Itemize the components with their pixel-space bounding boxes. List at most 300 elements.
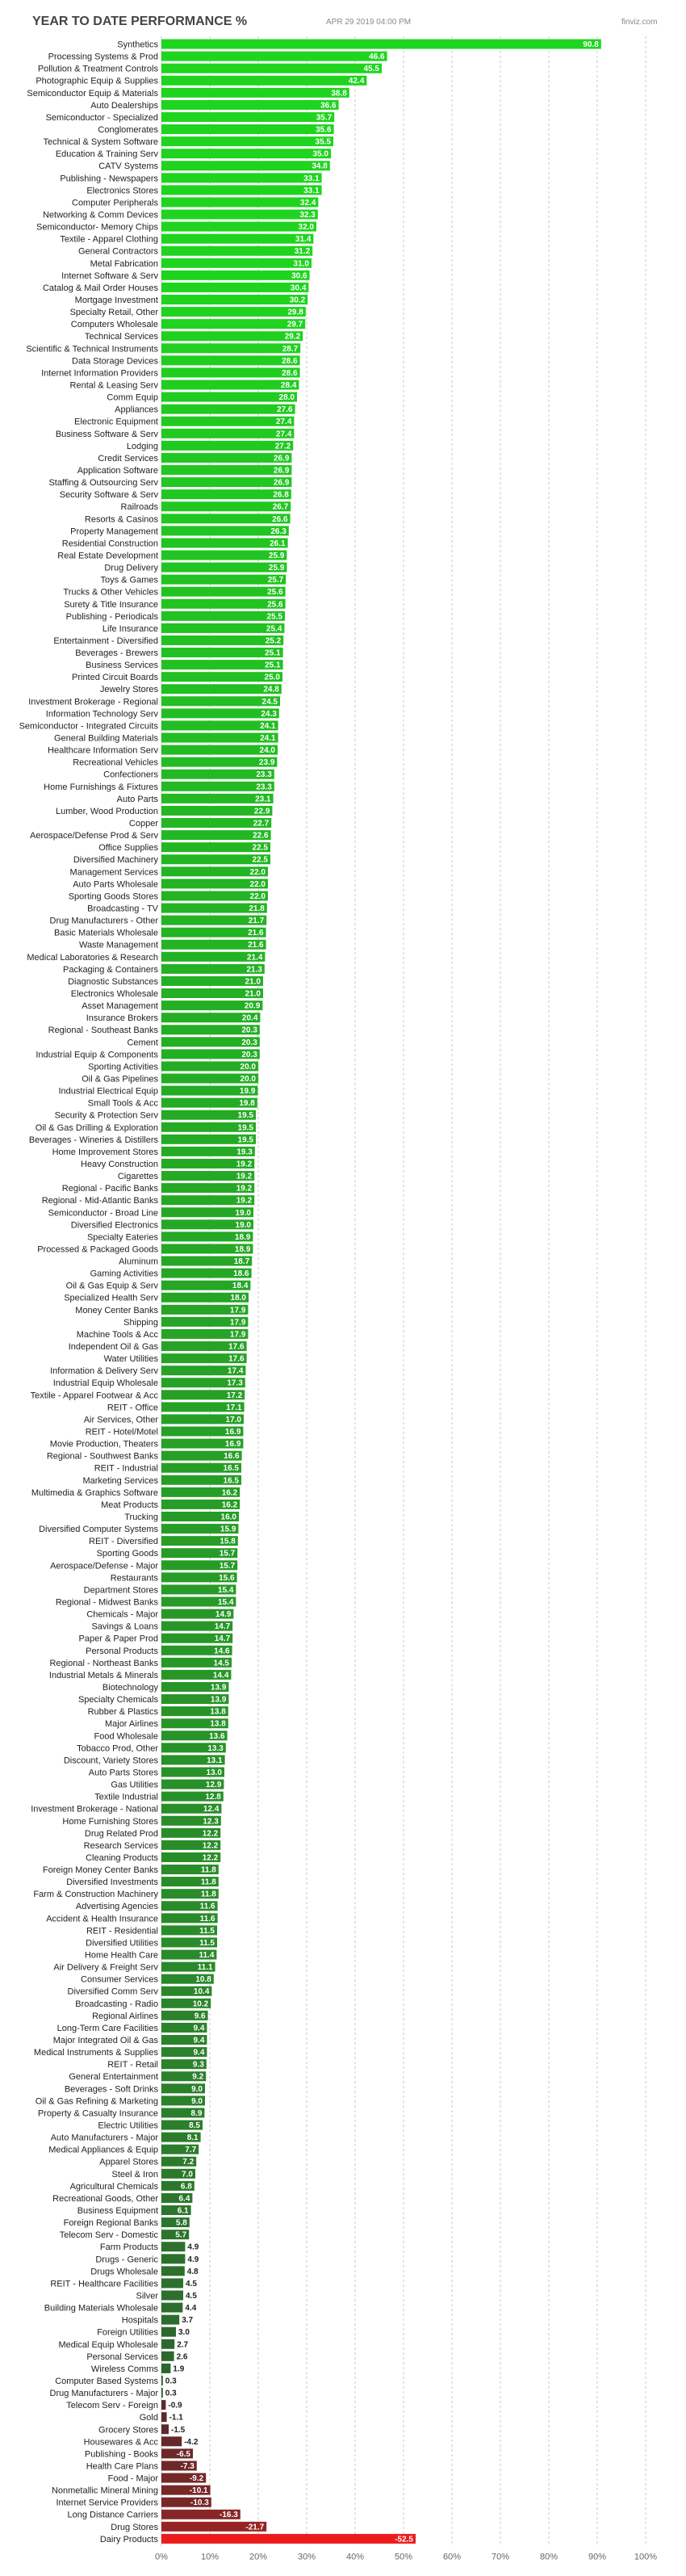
bar <box>161 246 312 256</box>
category-label: Gas Utilities <box>111 1780 158 1790</box>
value-label: 24.3 <box>261 709 277 719</box>
bar <box>161 161 330 170</box>
value-label: 15.9 <box>220 1525 236 1534</box>
value-label: 26.3 <box>270 527 287 536</box>
category-label: Internet Software & Serv <box>61 271 158 281</box>
value-label: 20.4 <box>241 1013 258 1023</box>
value-label: 42.4 <box>348 77 365 86</box>
value-label: 19.2 <box>236 1196 253 1206</box>
value-label: -1.5 <box>171 2425 186 2435</box>
value-label: 14.5 <box>213 1659 229 1668</box>
value-label: 14.7 <box>214 1634 231 1644</box>
value-label: 10.4 <box>193 1987 210 1997</box>
bar <box>161 392 297 402</box>
category-label: Foreign Utilities <box>97 2327 158 2338</box>
value-label: 16.9 <box>224 1440 241 1450</box>
category-label: Chemicals - Major <box>86 1609 158 1620</box>
bar <box>161 295 307 304</box>
category-label: Semiconductor - Integrated Circuits <box>19 721 158 732</box>
value-label: 27.2 <box>274 442 291 451</box>
category-label: Telecom Serv - Foreign <box>66 2401 158 2411</box>
value-label: 0.3 <box>165 2389 177 2398</box>
value-label: -4.2 <box>184 2437 199 2447</box>
category-label: Mortgage Investment <box>74 296 158 306</box>
category-label: General Contractors <box>77 246 158 257</box>
value-label: 11.8 <box>200 1877 216 1887</box>
bar-layer <box>161 40 601 2544</box>
value-label: 20.9 <box>244 1001 261 1011</box>
category-label: Sporting Goods <box>96 1549 158 1559</box>
bar <box>161 429 294 438</box>
bar <box>161 2290 183 2300</box>
value-label: 32.4 <box>299 198 316 208</box>
bar <box>161 40 601 49</box>
value-label: -7.3 <box>180 2461 195 2471</box>
value-label: 17.9 <box>229 1330 246 1340</box>
category-label: Aluminum <box>119 1257 158 1267</box>
value-label: 24.8 <box>263 685 279 694</box>
value-label: 11.5 <box>199 1926 215 1936</box>
category-label: Semiconductor Equip & Materials <box>27 88 158 99</box>
category-label: Investment Brokerage - Regional <box>28 697 158 707</box>
value-label: 16.2 <box>221 1488 238 1498</box>
category-label: REIT - Residential <box>86 1926 158 1936</box>
value-label: 19.0 <box>235 1208 251 1218</box>
value-label: 22.6 <box>253 831 269 841</box>
category-label: Regional - Southwest Banks <box>46 1451 158 1462</box>
category-label: Entertainment - Diversified <box>53 636 158 646</box>
value-label: 12.9 <box>205 1781 222 1790</box>
category-label: Accident & Health Insurance <box>46 1914 158 1924</box>
category-label: Machine Tools & Acc <box>76 1329 158 1340</box>
category-label: Food - Major <box>107 2473 158 2484</box>
value-label: 15.4 <box>217 1597 234 1607</box>
value-label: 16.6 <box>224 1452 240 1462</box>
category-label: Auto Dealerships <box>90 100 158 111</box>
bar <box>161 2327 176 2337</box>
value-label: 3.0 <box>178 2328 190 2338</box>
category-label: Data Storage Devices <box>72 356 158 367</box>
category-label: Regional - Northeast Banks <box>49 1658 158 1668</box>
category-label: Broadcasting - TV <box>87 904 158 914</box>
category-label: Farm & Construction Machinery <box>33 1890 158 1900</box>
category-label: Publishing - Newspapers <box>60 174 158 184</box>
value-label: 31.2 <box>294 247 311 257</box>
category-label: Internet Information Providers <box>41 368 158 379</box>
value-label: 29.8 <box>287 308 303 317</box>
value-label: 19.2 <box>236 1160 253 1169</box>
category-label: Specialty Chemicals <box>77 1695 158 1705</box>
category-label: Agricultural Chemicals <box>69 2181 158 2192</box>
value-label: -10.1 <box>189 2486 208 2496</box>
x-tick-label: 70% <box>491 2552 510 2562</box>
value-label: 8.9 <box>190 2108 203 2118</box>
bar <box>161 2242 185 2251</box>
value-label: 4.5 <box>186 2291 197 2301</box>
value-label: 24.0 <box>259 746 275 756</box>
category-label: Silver <box>136 2291 158 2301</box>
value-label: 11.8 <box>200 1865 216 1875</box>
value-label: 21.0 <box>245 989 261 999</box>
category-label: Asset Management <box>82 1001 158 1012</box>
value-label: 27.4 <box>275 430 292 439</box>
value-label: 9.0 <box>191 2096 203 2106</box>
category-label: Regional Airlines <box>92 2011 158 2021</box>
category-label: Restaurants <box>110 1573 158 1584</box>
value-label: 13.6 <box>209 1731 225 1741</box>
category-label: Food Wholesale <box>94 1731 158 1742</box>
category-label: Foreign Regional Banks <box>63 2218 158 2229</box>
value-label: 29.7 <box>287 320 303 329</box>
bar <box>161 2412 167 2422</box>
value-label: 26.9 <box>273 454 290 464</box>
label-layer <box>19 40 600 2545</box>
value-label: 28.0 <box>278 393 295 403</box>
bar <box>161 441 293 451</box>
value-label: 14.7 <box>214 1622 231 1632</box>
value-label: 24.5 <box>261 697 278 707</box>
category-label: Networking & Comm Devices <box>42 210 158 220</box>
value-label: 11.5 <box>199 1938 215 1948</box>
category-label: Heavy Construction <box>81 1159 158 1169</box>
value-label: 25.6 <box>267 600 283 610</box>
value-label: 25.9 <box>268 564 285 573</box>
value-label: 14.4 <box>212 1671 229 1680</box>
category-label: Trucks & Other Vehicles <box>63 587 158 598</box>
value-label: 27.4 <box>275 417 292 427</box>
value-label: 26.8 <box>273 490 289 500</box>
value-label: 4.8 <box>186 2267 199 2276</box>
category-label: Home Health Care <box>84 1950 158 1961</box>
category-label: Auto Manufacturers - Major <box>50 2133 158 2143</box>
category-label: Trucking <box>124 1512 158 1523</box>
category-label: Drug Stores <box>111 2522 158 2532</box>
category-label: Business Software & Serv <box>55 429 158 439</box>
value-label: 28.6 <box>282 368 298 378</box>
bar <box>161 538 288 548</box>
bar <box>161 417 294 426</box>
bar <box>161 283 308 292</box>
category-label: Electric Utilities <box>98 2121 158 2131</box>
value-label: 21.7 <box>248 917 265 926</box>
category-label: Industrial Metals & Minerals <box>48 1670 158 1680</box>
bar <box>161 136 333 146</box>
category-label: Shipping <box>123 1317 158 1328</box>
value-label: 90.8 <box>583 40 599 50</box>
category-label: Beverages - Soft Drinks <box>64 2084 158 2095</box>
category-label: Gold <box>139 2413 158 2423</box>
value-label: 15.6 <box>219 1573 235 1583</box>
category-label: Gaming Activities <box>90 1269 158 1279</box>
value-label: 11.1 <box>197 1963 213 1973</box>
value-label: 24.1 <box>260 734 276 744</box>
category-label: Regional - Southeast Banks <box>48 1026 158 1036</box>
category-label: Application Software <box>77 465 158 476</box>
value-label: 21.6 <box>248 941 264 950</box>
category-label: Major Integrated Oil & Gas <box>52 2036 158 2046</box>
value-label: 19.8 <box>239 1099 255 1109</box>
category-label: Aerospace/Defense Prod & Serv <box>30 831 158 841</box>
category-label: Semiconductor - Broad Line <box>48 1208 158 1219</box>
category-label: Lumber, Wood Production <box>56 806 158 816</box>
bar <box>161 100 339 110</box>
category-label: Independent Oil & Gas <box>68 1342 158 1353</box>
value-label: 16.2 <box>221 1500 238 1510</box>
value-label: 15.7 <box>219 1549 236 1559</box>
value-label: -16.3 <box>220 2511 238 2520</box>
value-label: 29.2 <box>284 332 301 342</box>
category-label: General Building Materials <box>53 733 158 744</box>
value-label: 12.2 <box>202 1829 219 1839</box>
category-label: Basic Materials Wholesale <box>54 928 158 938</box>
value-label: 5.8 <box>175 2218 187 2228</box>
bar <box>161 2436 182 2446</box>
category-label: Broadcasting - Radio <box>75 1999 158 2009</box>
category-label: Drugs Wholesale <box>90 2267 158 2277</box>
value-label: 25.6 <box>267 588 283 598</box>
value-label: 19.3 <box>236 1147 253 1157</box>
category-label: Staffing & Outsourcing Serv <box>48 478 158 489</box>
x-tick-label: 100% <box>634 2552 658 2562</box>
category-label: REIT - Industrial <box>94 1463 158 1474</box>
bar <box>161 2303 182 2313</box>
value-label: 16.0 <box>220 1512 236 1522</box>
category-label: Hospitals <box>121 2315 158 2326</box>
value-label: 35.6 <box>316 125 332 135</box>
value-label: 19.2 <box>236 1184 253 1194</box>
value-label: 13.1 <box>207 1756 223 1765</box>
category-label: Long Distance Carriers <box>67 2510 158 2520</box>
value-label: 18.4 <box>232 1282 249 1291</box>
category-label: Packaging & Containers <box>62 964 158 975</box>
value-label: 25.4 <box>266 624 282 634</box>
bar <box>161 2364 170 2373</box>
category-label: Electronics Wholesale <box>70 988 158 999</box>
bar <box>161 526 289 535</box>
category-label: Computer Based Systems <box>55 2376 158 2386</box>
value-label: 17.4 <box>227 1366 244 1376</box>
category-label: Recreational Goods, Other <box>52 2193 158 2204</box>
value-label: 8.5 <box>189 2121 200 2131</box>
value-label: 25.7 <box>267 576 284 585</box>
tick-layer <box>155 2552 657 2561</box>
category-label: Medical Laboratories & Research <box>27 952 158 963</box>
bar <box>161 2388 163 2398</box>
value-label: 17.0 <box>225 1415 241 1424</box>
value-label: 35.0 <box>312 149 328 159</box>
bar <box>161 465 291 475</box>
category-label: Diversified Utilities <box>86 1938 158 1949</box>
value-label: 11.8 <box>200 1890 216 1899</box>
category-label: Industrial Equip Wholesale <box>52 1378 158 1389</box>
category-label: Beverages - Brewers <box>75 648 158 659</box>
value-label: -21.7 <box>245 2523 265 2532</box>
value-label: 20.3 <box>241 1026 257 1035</box>
x-tick-label: 60% <box>442 2552 462 2562</box>
category-label: Processed & Packaged Goods <box>37 1244 158 1255</box>
bar <box>161 2266 185 2276</box>
bar <box>161 112 334 122</box>
value-label: 18.9 <box>234 1244 251 1254</box>
category-label: Publishing - Books <box>84 2449 158 2460</box>
bar <box>161 76 366 86</box>
value-label: 9.0 <box>191 2084 203 2094</box>
bar <box>161 185 322 195</box>
bar <box>161 355 300 365</box>
value-label: 6.4 <box>178 2194 190 2204</box>
value-label: 17.9 <box>229 1318 246 1328</box>
category-label: Diversified Investments <box>66 1877 158 1888</box>
value-label: 7.7 <box>185 2146 197 2155</box>
value-label: 27.6 <box>277 405 293 415</box>
category-label: Management Services <box>69 867 158 878</box>
category-label: Water Utilities <box>103 1354 158 1365</box>
category-label: Home Improvement Stores <box>52 1147 158 1157</box>
x-tick-label: 40% <box>345 2552 365 2562</box>
category-label: Foreign Money Center Banks <box>42 1865 158 1876</box>
value-label: 12.8 <box>205 1793 221 1802</box>
category-label: Oil & Gas Equip & Serv <box>65 1281 158 1291</box>
category-label: Jewelry Stores <box>99 685 158 695</box>
category-label: Security Software & Serv <box>59 490 158 501</box>
category-label: Metal Fabrication <box>90 258 158 269</box>
category-label: Movie Production, Theaters <box>49 1439 158 1450</box>
category-label: Diversified Comm Serv <box>67 1987 158 1997</box>
value-label: 46.6 <box>369 52 385 62</box>
bar <box>161 149 331 158</box>
category-label: Specialty Retail, Other <box>69 308 158 318</box>
category-label: Technical Services <box>84 332 158 342</box>
value-label: 12.2 <box>202 1841 219 1851</box>
value-label: 19.5 <box>237 1111 253 1121</box>
value-label: 18.9 <box>234 1232 251 1242</box>
value-label: 26.6 <box>272 514 288 524</box>
category-label: Dairy Products <box>99 2534 158 2545</box>
category-label: Auto Parts <box>116 794 158 804</box>
value-label: 22.0 <box>249 892 266 901</box>
category-label: Aerospace/Defense - Major <box>50 1561 158 1571</box>
category-label: Drug Related Prod <box>84 1828 158 1839</box>
category-label: Railroads <box>120 502 158 513</box>
category-label: Surety & Title Insurance <box>64 599 158 610</box>
category-label: Lodging <box>126 441 158 451</box>
value-label: 9.3 <box>192 2060 204 2070</box>
bar <box>161 234 313 244</box>
category-label: Confectioners <box>103 770 158 780</box>
category-label: Diversified Electronics <box>70 1220 158 1231</box>
category-label: Steel & Iron <box>111 2169 158 2180</box>
category-label: Regional - Mid-Atlantic Banks <box>41 1196 158 1206</box>
value-label: -10.3 <box>190 2498 209 2508</box>
category-label: Computer Peripherals <box>72 198 158 208</box>
value-label: 45.5 <box>363 65 379 74</box>
bar <box>161 2400 165 2410</box>
value-label: 28.6 <box>282 356 298 366</box>
category-label: Investment Brokerage - National <box>31 1804 158 1815</box>
category-label: Health Care Plans <box>86 2461 158 2472</box>
bar <box>161 307 306 317</box>
category-label: Education & Training Serv <box>55 149 158 160</box>
value-label: 30.6 <box>291 271 307 281</box>
value-label: 19.5 <box>237 1123 253 1133</box>
category-label: Meat Products <box>101 1500 158 1510</box>
value-label: -1.1 <box>169 2413 183 2423</box>
category-label: Air Services, Other <box>83 1415 158 1425</box>
value-label: 13.9 <box>210 1683 227 1693</box>
value-label: 28.7 <box>282 344 299 354</box>
value-label: 26.1 <box>270 539 286 548</box>
value-label: 30.4 <box>290 283 307 293</box>
value-label: 25.0 <box>264 673 280 682</box>
category-label: REIT - Diversified <box>89 1537 158 1547</box>
category-label: Wireless Comms <box>90 2364 158 2374</box>
value-label: 21.0 <box>245 977 261 987</box>
category-label: Publishing - Periodicals <box>65 611 158 622</box>
category-label: Building Materials Wholesale <box>44 2303 158 2314</box>
value-label: 34.8 <box>312 162 328 171</box>
bar <box>161 2315 179 2325</box>
category-label: General Entertainment <box>69 2072 158 2083</box>
bar <box>161 514 291 523</box>
category-label: Semiconductor - Specialized <box>45 112 158 123</box>
value-label: 17.6 <box>228 1354 245 1364</box>
bar <box>161 2352 174 2361</box>
value-label: 13.8 <box>210 1719 226 1729</box>
value-label: 35.7 <box>316 113 333 123</box>
category-label: Residential Construction <box>61 539 158 549</box>
category-label: Textile - Apparel Clothing <box>60 234 158 245</box>
bar <box>161 489 291 499</box>
value-label: 7.0 <box>182 2170 193 2180</box>
category-label: Money Center Banks <box>75 1305 158 1315</box>
category-label: Information Technology Serv <box>45 709 158 720</box>
x-tick-label: 0% <box>155 2552 168 2562</box>
value-label: 9.4 <box>193 2024 205 2033</box>
category-label: REIT - Office <box>107 1403 158 1413</box>
value-label: 9.6 <box>194 2012 206 2021</box>
bar <box>161 2424 169 2434</box>
value-label: 7.2 <box>182 2158 195 2167</box>
category-label: Property Management <box>70 527 158 537</box>
category-label: REIT - Hotel/Motel <box>85 1427 158 1437</box>
value-label: 22.5 <box>252 855 268 865</box>
value-label: 30.2 <box>289 296 306 305</box>
category-label: Sporting Activities <box>88 1062 158 1072</box>
category-label: Home Furnishing Stores <box>62 1816 158 1827</box>
category-label: Multimedia & Graphics Software <box>31 1487 158 1498</box>
category-label: Beverages - Wineries & Distillers <box>28 1135 158 1145</box>
category-label: Technical & System Software <box>43 137 158 148</box>
value-label: 26.9 <box>273 478 290 488</box>
category-label: Sporting Goods Stores <box>68 892 158 902</box>
value-label: 22.0 <box>249 879 266 889</box>
value-label: 32.0 <box>298 223 314 233</box>
value-label: 24.1 <box>260 721 276 731</box>
category-label: Conglomerates <box>98 125 158 136</box>
value-label: 23.3 <box>256 770 272 780</box>
bar <box>161 343 300 353</box>
value-label: 13.8 <box>210 1707 226 1717</box>
value-label: 31.0 <box>293 259 309 269</box>
bar <box>161 405 295 414</box>
category-label: Major Airlines <box>104 1719 158 1730</box>
value-label: 12.3 <box>203 1817 219 1827</box>
value-label: 13.9 <box>210 1695 227 1705</box>
value-label: 20.0 <box>240 1074 256 1084</box>
value-label: 10.2 <box>192 1999 209 2009</box>
category-label: Research Services <box>83 1840 158 1851</box>
x-tick-label: 90% <box>588 2552 607 2562</box>
